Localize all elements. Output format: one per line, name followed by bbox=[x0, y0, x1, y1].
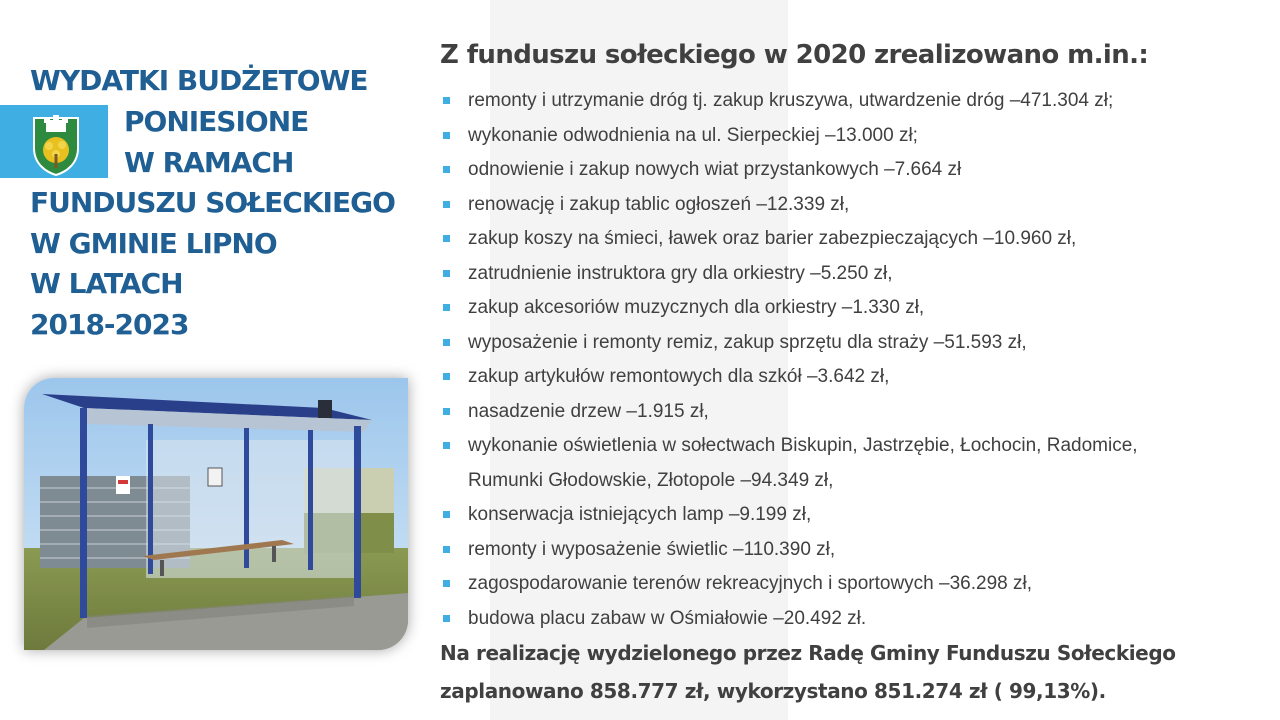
title-line-6: W LATACH bbox=[30, 267, 183, 300]
coat-of-arms-icon bbox=[30, 110, 82, 176]
list-item: konserwacja istniejących lamp –9.199 zł, bbox=[440, 498, 1270, 533]
bus-stop-shelter-photo bbox=[24, 378, 408, 650]
title-line-5: W GMINIE LIPNO bbox=[30, 227, 277, 260]
list-item: nasadzenie drzew –1.915 zł, bbox=[440, 395, 1270, 430]
title-line-1: WYDATKI BUDŻETOWE bbox=[30, 64, 368, 97]
list-item: budowa placu zabaw w Ośmiałowie –20.492 zł. bbox=[440, 602, 1270, 637]
title-line-4: FUNDUSZU SOŁECKIEGO bbox=[30, 186, 395, 219]
title-line-2: PONIESIONE bbox=[124, 105, 309, 138]
list-item: zakup koszy na śmieci, ławek oraz barier zabezpieczających –10.960 zł, bbox=[440, 222, 1270, 257]
summary-line-2: zaplanowano 858.777 zł, wykorzystano 851.274 zł ( 99,13%). bbox=[440, 679, 1106, 703]
list-item: zatrudnienie instruktora gry dla orkiestry –5.250 zł, bbox=[440, 257, 1270, 292]
list-item: wykonanie oświetlenia w sołectwach Biskupin, Jastrzębie, Łochocin, Radomice, bbox=[440, 429, 1270, 464]
summary bbox=[440, 634, 1176, 710]
list-item: renowację i zakup tablic ogłoszeń –12.339 zł, bbox=[440, 188, 1270, 223]
list-item: wykonanie odwodnienia na ul. Sierpeckiej –13.000 zł; bbox=[440, 119, 1270, 154]
list-item: wyposażenie i remonty remiz, zakup sprzętu dla straży –51.593 zł, bbox=[440, 326, 1270, 361]
title-line-3: W RAMACH bbox=[124, 146, 294, 179]
title-line-7: 2018-2023 bbox=[30, 308, 189, 341]
expense-list bbox=[440, 84, 1270, 636]
summary-line-1: Na realizację wydzielonego przez Radę Gminy Funduszu Sołeckiego bbox=[440, 641, 1176, 665]
list-item-continuation: Rumunki Głodowskie, Złotopole –94.349 zł, bbox=[468, 469, 834, 491]
list-item: odnowienie i zakup nowych wiat przystankowych –7.664 zł bbox=[440, 153, 1270, 188]
list-item: zakup akcesoriów muzycznych dla orkiestry –1.330 zł, bbox=[440, 291, 1270, 326]
list-item: remonty i utrzymanie dróg tj. zakup kruszywa, utwardzenie dróg –471.304 zł; bbox=[440, 84, 1270, 119]
list-item: remonty i wyposażenie świetlic –110.390 zł, bbox=[440, 533, 1270, 568]
list-item: zakup artykułów remontowych dla szkół –3.642 zł, bbox=[440, 360, 1270, 395]
list-item: zagospodarowanie terenów rekreacyjnych i sportowych –36.298 zł, bbox=[440, 567, 1270, 602]
page-heading: Z funduszu sołeckiego w 2020 zrealizowano m.in.: bbox=[440, 40, 1149, 70]
